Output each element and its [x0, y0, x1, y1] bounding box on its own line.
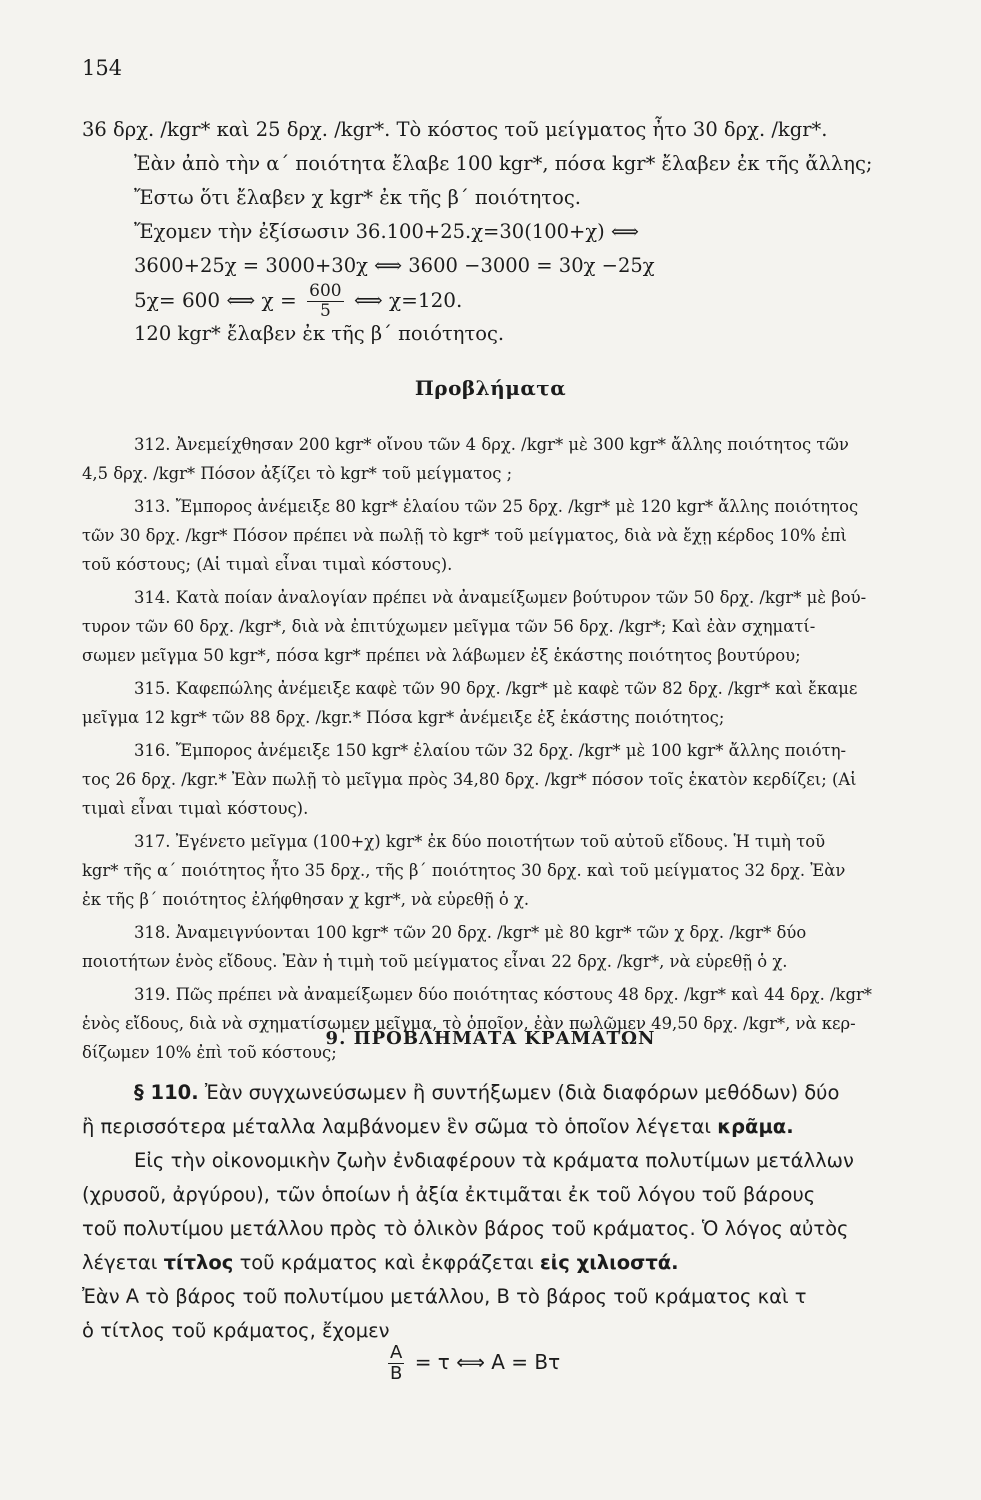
problem-316 [82, 736, 942, 823]
paragraph-line [82, 1246, 942, 1280]
problem-line: τιμαὶ εἶναι τιμαὶ κόστους). [82, 799, 309, 818]
page-number: 154 [82, 56, 123, 80]
problem-314 [82, 583, 942, 670]
problems-heading: Προβλήματα [414, 376, 567, 400]
term-thousandths: εἰς χιλιοστά. [539, 1251, 679, 1274]
equation-line [82, 281, 942, 321]
section-symbol: § 110. [134, 1081, 199, 1104]
problem-line: ἑνὸς εἴδους, διὰ νὰ σχηματίσωμεν μεῖγμα, τὸ ὁποῖον, ἐὰν πωλῶμεν 49,50 δρχ. /kgr*, νὰ κερ- [82, 1014, 856, 1033]
fraction-denominator: 5 [319, 301, 331, 321]
equation-line: 3600+25χ = 3000+30χ ⟺ 3600 −3000 = 30χ −25χ [134, 254, 655, 277]
problem-line: 318. Ἀναμειγνύονται 100 kgr* τῶν 20 δρχ. /kgr* μὲ 80 kgr* τῶν χ δρχ. /kgr* δύο [134, 923, 807, 942]
equation-part: 5χ= 600 ⟺ χ = [134, 288, 297, 312]
problem-line: 319. Πῶς πρέπει νὰ ἀναμείξωμεν δύο ποιότητας κόστους 48 δρχ. /kgr* καὶ 44 δρχ. /kgr* [134, 985, 872, 1004]
problem-line: 313. Ἔμπορος ἀνέμειξε 80 kgr* ἐλαίου τῶν 25 δρχ. /kgr* μὲ 120 kgr* ἄλλης ποιότητος [134, 497, 859, 516]
problem-line: kgr* τῆς α΄ ποιότητος ἦτο 35 δρχ., τῆς β΄ ποιότητος 30 δρχ. καὶ τοῦ μείγματος 32 δρχ. Ἐὰν [82, 861, 846, 880]
formula-rest: = τ ⟺ A = Bτ [414, 1350, 561, 1374]
problem-line: σωμεν μεῖγμα 50 kgr*, πόσα kgr* πρέπει νὰ λάβωμεν ἐξ ἑκάστης ποιότητος βουτύρου; [82, 646, 801, 665]
fraction [388, 1344, 404, 1383]
problem-line: 316. Ἔμπορος ἀνέμειξε 150 kgr* ἐλαίου τῶν 32 δρχ. /kgr* μὲ 100 kgr* ἄλλης ποιότη- [134, 741, 847, 760]
problem-line: 314. Κατὰ ποίαν ἀναλογίαν πρέπει νὰ ἀναμείξωμεν βούτυρον τῶν 50 δρχ. /kgr* μὲ βού- [134, 588, 867, 607]
fraction [307, 283, 343, 320]
problem-319 [82, 980, 942, 1067]
paragraph-line [82, 1110, 942, 1144]
term-alloy: κρᾶμα. [717, 1115, 794, 1138]
equation-part: ⟺ χ=120. [353, 288, 463, 312]
fraction-numerator: A [390, 1342, 403, 1363]
problem-line: 312. Ἀνεμείχθησαν 200 kgr* οἴνου τῶν 4 δρχ. /kgr* μὲ 300 kgr* ἄλλης ποιότητος τῶν [134, 435, 849, 454]
term-title: τίτλος [163, 1251, 234, 1274]
problems-list [82, 430, 942, 1071]
text-span: τοῦ κράματος καὶ ἐκφράζεται [239, 1251, 534, 1274]
title-formula [384, 1344, 560, 1383]
text-line: Ἐὰν ἀπὸ τὴν α΄ ποιότητα ἔλαβε 100 kgr*, πόσα kgr* ἔλαβεν ἐκ τῆς ἄλλης; [134, 152, 873, 175]
paragraph-line: Ἐὰν Α τὸ βάρος τοῦ πολυτίμου μετάλλου, Β τὸ βάρος τοῦ κράματος καὶ τ [82, 1285, 807, 1308]
problem-line: 4,5 δρχ. /kgr* Πόσον ἀξίζει τὸ kgr* τοῦ μείγματος ; [82, 464, 513, 483]
text-line: 36 δρχ. /kgr* καὶ 25 δρχ. /kgr*. Τὸ κόστος τοῦ μείγματος ἦτο 30 δρχ. /kgr*. [82, 118, 828, 141]
alloys-section [82, 1076, 942, 1348]
text-span: λέγεται [82, 1251, 158, 1274]
problem-line: τυρον τῶν 60 δρχ. /kgr*, διὰ νὰ ἐπιτύχωμεν μεῖγμα τῶν 56 δρχ. /kgr*; Καὶ ἐὰν σχηματί- [82, 617, 816, 636]
text-span: Ἐὰν συγχωνεύσωμεν ἢ συντήξωμεν (διὰ διαφόρων μεθόδων) δύο [204, 1081, 840, 1104]
problem-line: δίζωμεν 10% ἐπὶ τοῦ κόστους; [82, 1043, 337, 1062]
problem-313 [82, 492, 942, 579]
problem-line: τος 26 δρχ. /kgr.* Ἐὰν πωλῇ τὸ μεῖγμα πρὸς 34,80 δρχ. /kgr* πόσον τοῖς ἑκατὸν κερδίζει; (Αἱ [82, 770, 857, 789]
text-line: Ἔστω ὅτι ἔλαβεν χ kgr* ἐκ τῆς β΄ ποιότητος. [134, 186, 581, 209]
problem-315 [82, 674, 942, 732]
problem-line: τοῦ κόστους; (Αἱ τιμαὶ εἶναι τιμαὶ κόστους). [82, 555, 453, 574]
fraction-denominator: B [389, 1363, 403, 1384]
problem-line: ποιοτήτων ἑνὸς εἴδους. Ἐὰν ἡ τιμὴ τοῦ μείγματος εἶναι 22 δρχ. /kgr*, νὰ εὑρεθῇ ὁ χ. [82, 952, 788, 971]
section-heading: 9. ΠΡΟΒΛΗΜΑΤΑ ΚΡΑΜΑΤΩΝ [325, 1028, 656, 1049]
fraction-numerator: 600 [309, 281, 342, 301]
problem-312 [82, 430, 942, 488]
problem-line: 317. Ἐγένετο μεῖγμα (100+χ) kgr* ἐκ δύο ποιοτήτων τοῦ αὐτοῦ εἴδους. Ἡ τιμὴ τοῦ [134, 832, 826, 851]
paragraph-line [82, 1076, 942, 1110]
paragraph-line: ὁ τίτλος τοῦ κράματος, ἔχομεν [82, 1319, 390, 1342]
problem-line: τῶν 30 δρχ. /kgr* Πόσον πρέπει νὰ πωλῇ τὸ kgr* τοῦ μείγματος, διὰ νὰ ἔχῃ κέρδος 10% ἐπὶ [82, 526, 847, 545]
paragraph-line: Εἰς τὴν οἰκονομικὴν ζωὴν ἐνδιαφέρουν τὰ κράματα πολυτίμων μετάλλων [134, 1149, 854, 1172]
problem-line: μεῖγμα 12 kgr* τῶν 88 δρχ. /kgr.* Πόσα kgr* ἀνέμειξε ἐξ ἑκάστης ποιότητος; [82, 708, 725, 727]
problem-line: ἐκ τῆς β΄ ποιότητος ἐλήφθησαν χ kgr*, νὰ εὑρεθῇ ὁ χ. [82, 890, 530, 909]
equation-line: Ἔχομεν τὴν ἐξίσωσιν 36.100+25.χ=30(100+χ) ⟺ [134, 220, 639, 243]
paragraph-line: τοῦ πολυτίμου μετάλλου πρὸς τὸ ὀλικὸν βάρος τοῦ κράματος. Ὁ λόγος αὐτὸς [82, 1217, 849, 1240]
paragraph-line: (χρυσοῦ, ἀργύρου), τῶν ὁποίων ἡ ἀξία ἐκτιμᾶται ἐκ τοῦ λόγου τοῦ βάρους [82, 1183, 816, 1206]
text-line: 120 kgr* ἔλαβεν ἐκ τῆς β΄ ποιότητος. [134, 322, 505, 345]
problem-317 [82, 827, 942, 914]
problem-318 [82, 918, 942, 976]
problem-line: 315. Καφεπώλης ἀνέμειξε καφὲ τῶν 90 δρχ. /kgr* μὲ καφὲ τῶν 82 δρχ. /kgr* καὶ ἔκαμε [134, 679, 858, 698]
text-span: ἢ περισσότερα μέταλλα λαμβάνομεν ἓν σῶμα τὸ ὁποῖον λέγεται [82, 1115, 712, 1138]
worked-example [82, 113, 942, 351]
